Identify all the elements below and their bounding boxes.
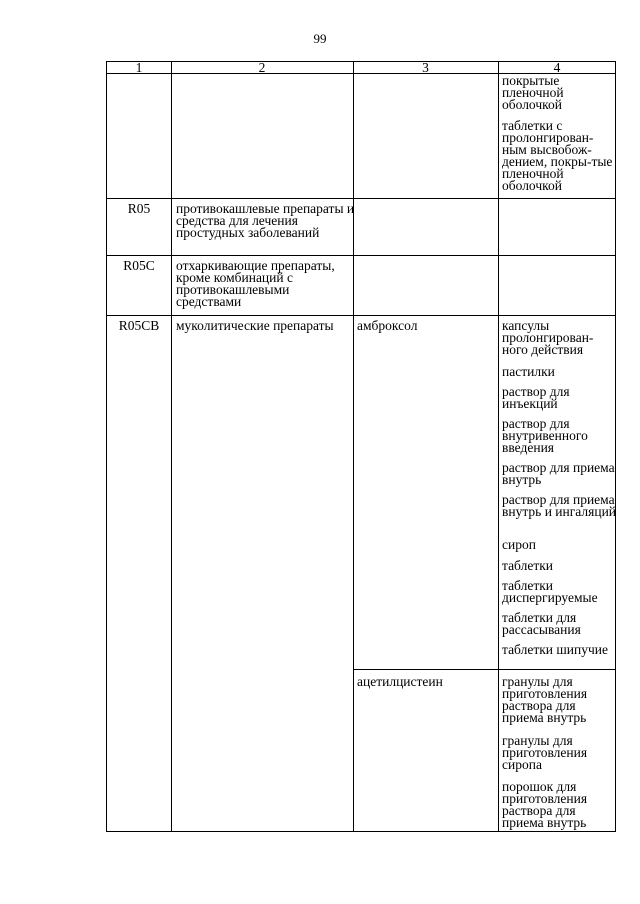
dosage-form: пастилки <box>502 364 555 379</box>
dosage-form: капсулы пролонгирован-ного действия <box>502 318 594 357</box>
dosage-form: раствор для внутривенного введения <box>502 416 588 455</box>
column-header-4: 4 <box>553 60 561 75</box>
column-divider <box>171 62 172 831</box>
dosage-form: сироп <box>502 537 536 552</box>
active-substance: амброксол <box>357 318 418 333</box>
atc-group-name: противокашлевые препараты и средства для лечения простудных заболеваний <box>176 201 355 240</box>
atc-group-name: отхаркивающие препараты, кроме комбинаций с противокашлевыми средствами <box>176 258 335 309</box>
column-divider <box>353 62 354 831</box>
atc-group-name: муколитические препараты <box>176 318 334 333</box>
drug-table <box>106 61 616 832</box>
dosage-form: раствор для приема внутрь <box>502 460 615 487</box>
dosage-form: порошок для приготовления раствора для приема внутрь <box>502 779 588 830</box>
atc-code: R05C <box>123 258 155 273</box>
atc-code: R05 <box>127 201 151 216</box>
dosage-form: гранулы для приготовления сиропа <box>502 733 588 772</box>
dosage-form: таблетки для рассасывания <box>502 610 581 637</box>
dosage-form: гранулы для приготовления раствора для приема внутрь <box>502 674 588 725</box>
row-divider <box>107 198 615 199</box>
dosage-form: таблетки <box>502 558 554 573</box>
column-header-3: 3 <box>422 60 429 75</box>
row-divider <box>107 315 615 316</box>
atc-code: R05CB <box>118 318 160 333</box>
column-divider <box>498 62 499 831</box>
dosage-form: таблетки шипучие <box>502 642 608 657</box>
column-header-2: 2 <box>258 60 266 75</box>
dosage-form: таблетки с пролонгирован-ным высвобож-дением, покры-тые пленочной оболочкой <box>502 118 613 193</box>
dosage-form: таблетки диспергируемые <box>502 578 598 605</box>
dosage-form: раствор для приема внутрь и ингаляций <box>502 492 617 519</box>
dosage-form: покрытые пленочной оболочкой <box>502 73 564 112</box>
column-header-1: 1 <box>135 60 143 75</box>
page-number: 99 <box>313 31 327 46</box>
active-substance: ацетилцистеин <box>357 674 443 689</box>
dosage-form: раствор для инъекций <box>502 384 570 411</box>
row-divider <box>107 255 615 256</box>
row-divider <box>353 669 615 670</box>
